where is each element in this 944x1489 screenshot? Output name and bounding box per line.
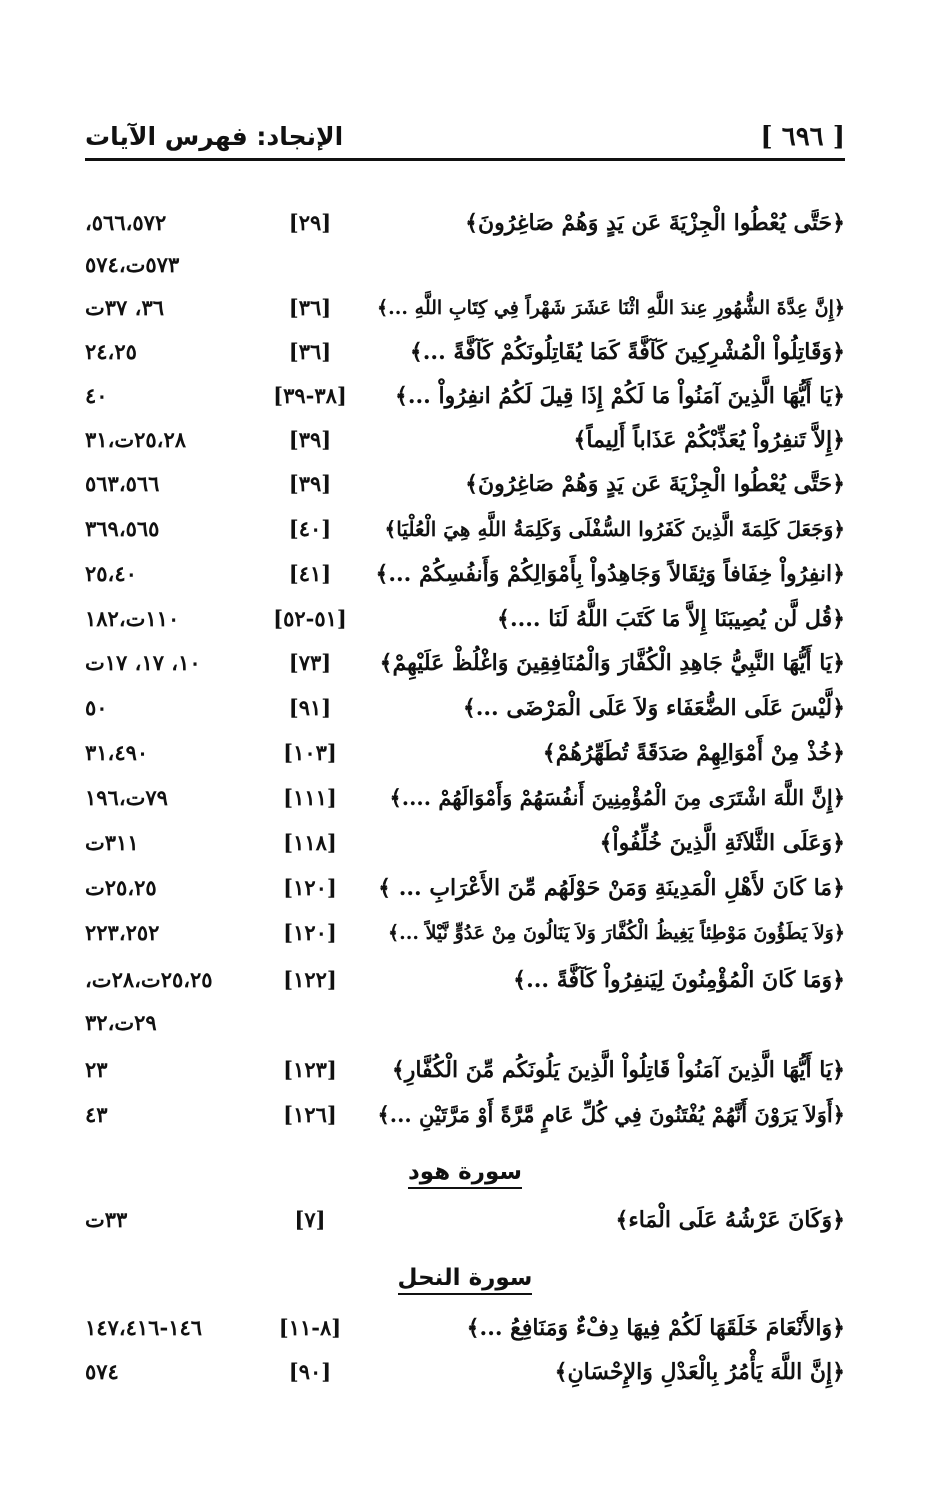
- verse-reference: [٤٠]: [288, 516, 332, 541]
- verse-reference: [٨-١١]: [278, 1315, 342, 1340]
- page-references: ٥٠: [85, 695, 108, 720]
- page-references: ٢٣: [85, 1057, 108, 1082]
- verse-reference: [١٢٣]: [283, 1057, 337, 1082]
- verse-text: ﴿أَوَلاَ يَرَوْنَ أَنَّهُمْ يُفْتَنُونَ فِي كُلِّ عَامٍ مَّرَّةً أَوْ مَرَّتَيْنِ ...﴾: [377, 1102, 845, 1127]
- verse-text: ﴿يَا أَيُّهَا النَّبِيُّ جَاهِدِ الْكُفَّارَ وَالْمُنَافِقِينَ وَاغْلُظْ عَلَيْهِمْ﴾: [379, 650, 845, 676]
- page-references: ٥٦٣،٥٦٦: [85, 471, 160, 496]
- verse-text: ﴿يَا أَيُّهَا الَّذِينَ آمَنُواْ قَاتِلُواْ الَّذِينَ يَلُونَكُم مِّنَ الْكُفَّارِ﴾: [391, 1057, 845, 1083]
- page-references: ١١٠ت،١٨٢: [85, 606, 180, 631]
- index-row: [85, 554, 845, 594]
- verse-text: ﴿حَتَّى يُعْطُوا الْجِزْيَةَ عَن يَدٍ وَهُمْ صَاغِرُونَ﴾: [465, 471, 845, 497]
- page-references: ٧٩ت،١٩٦: [85, 785, 168, 810]
- page-references: ٢٥،٢٥ت: [85, 875, 157, 900]
- verse-text: ﴿وَقَاتِلُواْ الْمُشْرِكِينَ كَآفَّةً كَمَا يُقَاتِلُونَكُمْ كَآفَّةً ...﴾: [409, 339, 845, 365]
- page-references: ٢٥،٤٠: [85, 561, 137, 586]
- verse-reference: [٩٠]: [288, 1359, 332, 1384]
- page-references: ٣٦، ٣٧ت: [85, 295, 164, 320]
- page-references: ١٤٦-١٤٧،٤١٦: [85, 1315, 203, 1340]
- index-row: [85, 823, 845, 863]
- verse-reference: [١١٨]: [283, 830, 337, 855]
- verse-text: ﴿وَلاَ يَطَؤُونَ مَوْطِئاً يَغِيظُ الْكُفَّارَ وَلاَ يَنَالُونَ مِنْ عَدُوٍّ نَّيْلاً ...﴾: [388, 922, 845, 944]
- index-row: [85, 599, 845, 639]
- index-row: [85, 960, 845, 1000]
- index-row: [85, 778, 845, 818]
- verse-text: ﴿إِنَّ اللَّهَ اشْتَرَى مِنَ الْمُؤْمِنِينَ أَنفُسَهُمْ وَأَمْوَالَهُمْ ....﴾: [389, 785, 845, 810]
- verse-text: ﴿وَجَعَلَ كَلِمَةَ الَّذِينَ كَفَرُوا السُّفْلَى وَكَلِمَةُ اللَّهِ هِيَ الْعُلْيَا﴾: [384, 517, 845, 541]
- page-references: ٥٦٦،٥٧٢،: [85, 210, 167, 235]
- verse-reference: [١٢٦]: [283, 1102, 337, 1127]
- verse-reference: [٥١-٥٢]: [273, 606, 347, 631]
- verse-text: ﴿لَّيْسَ عَلَى الضُّعَفَاء وَلاَ عَلَى الْمَرْضَى ...﴾: [462, 695, 845, 721]
- verse-text: ﴿خُذْ مِنْ أَمْوَالِهِمْ صَدَقَةً تُطَهِّرُهُمْ﴾: [542, 740, 845, 766]
- index-row: [85, 203, 845, 243]
- verse-text: ﴿مَا كَانَ لأَهْلِ الْمَدِينَةِ وَمَنْ حَوْلَهُم مِّنَ الأَعْرَابِ ... ﴾: [378, 875, 845, 901]
- surah-heading: [85, 1150, 845, 1194]
- index-row: [85, 288, 845, 328]
- page-references: ٤٠: [85, 383, 108, 408]
- page-references-continued: ٥٧٣ت،٥٧٤: [85, 252, 180, 277]
- verse-reference: [٧]: [294, 1207, 326, 1232]
- index-row: [85, 376, 845, 416]
- verse-reference: [١٠٣]: [283, 740, 337, 765]
- verse-text: ﴿وَمَا كَانَ الْمُؤْمِنُونَ لِيَنفِرُواْ كَآفَّةً ...﴾: [513, 967, 845, 993]
- verse-text: ﴿قُل لَّن يُصِيبَنَا إِلاَّ مَا كَتَبَ اللَّهُ لَنَا ....﴾: [497, 606, 845, 632]
- verse-reference: [٣٩]: [288, 427, 332, 452]
- index-row: [85, 1308, 845, 1348]
- verse-text: ﴿إِنَّ اللَّهَ يَأْمُرُ بِالْعَدْلِ وَالإِحْسَانِ﴾: [554, 1359, 845, 1385]
- verse-text: ﴿إِلاَّ تَنفِرُواْ يُعَذِّبْكُمْ عَذَاباً أَلِيماً﴾: [573, 427, 845, 453]
- verse-text: ﴿يَا أَيُّهَا الَّذِينَ آمَنُواْ مَا لَكُمْ إِذَا قِيلَ لَكُمُ انفِرُواْ ...﴾: [394, 383, 845, 409]
- index-row: [85, 688, 845, 728]
- page-references: ٣٦٩،٥٦٥: [85, 516, 160, 541]
- index-row: [85, 1200, 845, 1240]
- verse-reference: [٩١]: [288, 695, 332, 720]
- verse-text: ﴿انفِرُواْ خِفَافاً وَثِقَالاً وَجَاهِدُواْ بِأَمْوَالِكُمْ وَأَنفُسِكُمْ ...﴾: [375, 561, 845, 587]
- verse-reference: [١٢٠]: [283, 920, 337, 945]
- index-row: [85, 643, 845, 683]
- surah-heading-text: سورة النحل: [398, 1265, 533, 1295]
- verse-reference: [٤١]: [288, 561, 332, 586]
- verse-text: ﴿وَالأَنْعَامَ خَلَقَهَا لَكُمْ فِيهَا دِفْءٌ وَمَنَافِعُ ...﴾: [466, 1315, 845, 1341]
- verse-reference: [٣٨-٣٩]: [273, 383, 347, 408]
- verse-reference: [٣٩]: [288, 471, 332, 496]
- page-references: ٢٥،٢٥ت،٢٨ت،: [85, 967, 213, 992]
- index-row: [85, 464, 845, 504]
- verse-text: ﴿حَتَّى يُعْطُوا الْجِزْيَةَ عَن يَدٍ وَهُمْ صَاغِرُونَ﴾: [465, 210, 845, 236]
- page-header: [85, 112, 845, 161]
- page-references: ٣٣ت: [85, 1207, 128, 1232]
- page-references: ٣١١ت: [85, 830, 139, 855]
- surah-heading: [85, 1256, 845, 1300]
- page-number: [ ٦٩٦ ]: [760, 122, 845, 152]
- page-references: ٢٢٣،٢٥٢: [85, 920, 160, 945]
- surah-heading-text: سورة هود: [408, 1159, 522, 1189]
- verse-reference: [١٢٢]: [283, 967, 337, 992]
- index-row: [85, 420, 845, 460]
- index-row: [85, 1352, 845, 1392]
- page-references: ٢٤،٢٥: [85, 339, 137, 364]
- verse-text: ﴿وَكَانَ عَرْشُهُ عَلَى الْمَاء﴾: [615, 1207, 845, 1233]
- verse-reference: [١١١]: [283, 785, 337, 810]
- verse-reference: [٣٦]: [288, 295, 332, 320]
- page-references-continued: ٢٩ت،٣٢: [85, 1010, 157, 1035]
- verse-text: ﴿وَعَلَى الثَّلاَثَةِ الَّذِينَ خُلِّفُواْ﴾: [599, 830, 845, 856]
- index-row: [85, 1050, 845, 1090]
- verse-reference: [١٢٠]: [283, 875, 337, 900]
- index-row: [85, 509, 845, 549]
- index-row: [85, 913, 845, 953]
- verse-text: ﴿إِنَّ عِدَّةَ الشُّهُورِ عِندَ اللَّهِ اثْنَا عَشَرَ شَهْراً فِي كِتَابِ اللَّهِ ...﴾: [377, 297, 845, 319]
- verse-reference: [٣٦]: [288, 339, 332, 364]
- page-references: ٢٥،٢٨ت،٣١: [85, 427, 187, 452]
- verse-reference: [٢٩]: [288, 210, 332, 235]
- verse-reference: [٧٣]: [288, 650, 332, 675]
- page-references: ٥٧٤: [85, 1359, 119, 1384]
- index-row: [85, 733, 845, 773]
- running-title: الإنجاد: فهرس الآيات: [85, 122, 344, 151]
- index-row: [85, 868, 845, 908]
- index-row: [85, 332, 845, 372]
- page-references: ٣١،٤٩٠: [85, 740, 149, 765]
- page-references: ٤٣: [85, 1102, 108, 1127]
- page-references: ١٠، ١٧، ١٧ت: [85, 650, 201, 675]
- index-row: [85, 1095, 845, 1135]
